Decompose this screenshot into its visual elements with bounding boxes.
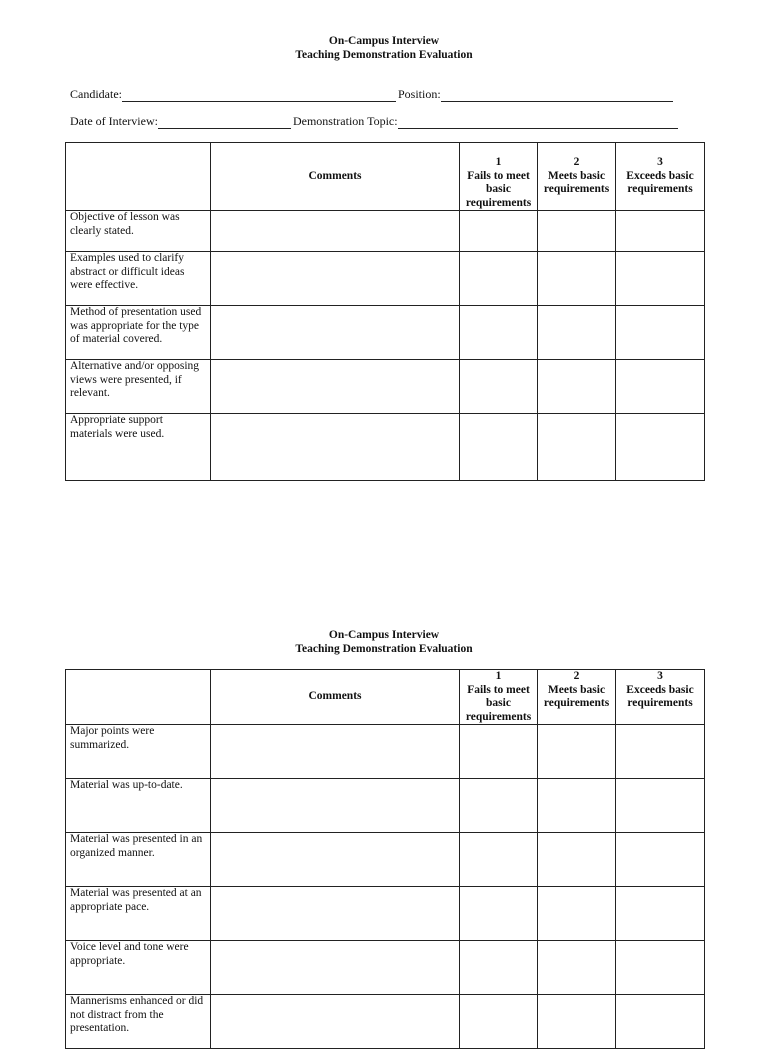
comments-cell[interactable]: [211, 360, 460, 414]
rating-3-header: [616, 670, 705, 725]
rating-1-cell[interactable]: [460, 306, 538, 360]
demonstration-topic-field[interactable]: [398, 117, 678, 129]
rating-2-number: 2: [573, 156, 580, 168]
rating-3-cell[interactable]: [616, 941, 705, 995]
table-row: [66, 833, 705, 887]
criterion-label: Method of presentation used was appropriate for the type of material covered.: [66, 306, 211, 360]
title-line-1: On-Campus Interview: [328, 35, 440, 47]
rating-2-cell[interactable]: [538, 306, 616, 360]
rating-3-cell[interactable]: [616, 887, 705, 941]
criterion-label: Mannerisms enhanced or did not distract from the presentation.: [66, 995, 211, 1049]
title-line-2: Teaching Demonstration Evaluation: [295, 48, 473, 61]
rating-1-number: 1: [495, 670, 502, 682]
criterion-label: Major points were summarized.: [66, 725, 211, 779]
rating-2-number: 2: [573, 670, 580, 682]
candidate-field[interactable]: [122, 90, 396, 102]
criteria-header: [66, 670, 211, 725]
comments-header: Comments: [211, 670, 460, 725]
rating-1-number: 1: [495, 156, 502, 168]
criterion-label: Alternative and/or opposing views were presented, if relevant.: [66, 360, 211, 414]
table-row: [66, 252, 705, 306]
criterion-label: Objective of lesson was clearly stated.: [66, 211, 211, 252]
comments-cell[interactable]: [211, 995, 460, 1049]
position-label: Position:: [397, 87, 441, 101]
comments-cell[interactable]: [211, 211, 460, 252]
rating-3-cell[interactable]: [616, 725, 705, 779]
rating-3-number: 3: [657, 670, 663, 682]
criterion-label: Material was presented at an appropriate pace.: [66, 887, 211, 941]
rating-3-cell[interactable]: [616, 306, 705, 360]
rating-2-label: Meets basic requirements: [543, 683, 610, 709]
comments-cell[interactable]: [211, 725, 460, 779]
rating-1-cell[interactable]: [460, 211, 538, 252]
comments-cell[interactable]: [211, 306, 460, 360]
rating-3-cell[interactable]: [616, 833, 705, 887]
rating-2-cell[interactable]: [538, 779, 616, 833]
table-row: [66, 360, 705, 414]
criteria-header: [66, 143, 211, 211]
rating-1-cell[interactable]: [460, 833, 538, 887]
rating-1-label: Fails to meet basic requirements: [465, 169, 532, 209]
rating-3-number: 3: [657, 156, 663, 168]
date-of-interview-field[interactable]: [158, 117, 291, 129]
table-row: [66, 995, 705, 1049]
rating-3-cell[interactable]: [616, 211, 705, 252]
table-row: [66, 725, 705, 779]
rating-3-cell[interactable]: [616, 252, 705, 306]
comments-cell[interactable]: [211, 414, 460, 481]
rating-3-cell[interactable]: [616, 779, 705, 833]
comments-cell[interactable]: [211, 833, 460, 887]
rating-1-cell[interactable]: [460, 414, 538, 481]
table-row: [66, 211, 705, 252]
evaluation-table-2: [65, 669, 705, 1049]
rating-2-cell[interactable]: [538, 833, 616, 887]
rating-1-cell[interactable]: [460, 725, 538, 779]
criterion-label: Material was presented in an organized manner.: [66, 833, 211, 887]
rating-3-cell[interactable]: [616, 360, 705, 414]
criterion-label: Appropriate support materials were used.: [66, 414, 211, 481]
rating-1-cell[interactable]: [460, 252, 538, 306]
rating-1-label: Fails to meet basic requirements: [465, 683, 532, 723]
title-line-1: On-Campus Interview: [328, 629, 440, 641]
rating-1-cell[interactable]: [460, 360, 538, 414]
table-header-row: [66, 143, 705, 211]
demonstration-topic-label: Demonstration Topic:: [292, 114, 398, 128]
position-field[interactable]: [441, 90, 673, 102]
rating-2-header: [538, 143, 616, 211]
comments-header: Comments: [211, 143, 460, 211]
rating-3-label: Exceeds basic requirements: [626, 169, 694, 195]
rating-2-label: Meets basic requirements: [543, 169, 610, 195]
date-of-interview-label: Date of Interview:: [70, 114, 158, 128]
comments-cell[interactable]: [211, 887, 460, 941]
criterion-label: Material was up-to-date.: [66, 779, 211, 833]
comments-cell[interactable]: [211, 779, 460, 833]
rating-2-cell[interactable]: [538, 360, 616, 414]
rating-1-cell[interactable]: [460, 887, 538, 941]
rating-1-header: [460, 670, 538, 725]
title-line-2: Teaching Demonstration Evaluation: [295, 642, 473, 655]
evaluation-title-2: [0, 629, 768, 656]
comments-cell[interactable]: [211, 252, 460, 306]
rating-1-cell[interactable]: [460, 941, 538, 995]
criterion-label: Examples used to clarify abstract or difficult ideas were effective.: [66, 252, 211, 306]
rating-3-cell[interactable]: [616, 414, 705, 481]
candidate-position-row: [70, 87, 675, 102]
table-row: [66, 306, 705, 360]
rating-2-cell[interactable]: [538, 995, 616, 1049]
table-row: [66, 941, 705, 995]
evaluation-title-1: [0, 35, 768, 62]
rating-2-header: [538, 670, 616, 725]
rating-2-cell[interactable]: [538, 211, 616, 252]
candidate-label: Candidate:: [70, 87, 122, 101]
criterion-label: Voice level and tone were appropriate.: [66, 941, 211, 995]
rating-2-cell[interactable]: [538, 252, 616, 306]
table-row: [66, 414, 705, 481]
table-header-row: [66, 670, 705, 725]
rating-3-label: Exceeds basic requirements: [626, 683, 694, 709]
rating-1-cell[interactable]: [460, 995, 538, 1049]
table-row: [66, 779, 705, 833]
rating-2-cell[interactable]: [538, 725, 616, 779]
evaluation-table-1: [65, 142, 705, 481]
table-row: [66, 887, 705, 941]
rating-3-cell[interactable]: [616, 995, 705, 1049]
rating-1-header: [460, 143, 538, 211]
comments-cell[interactable]: [211, 941, 460, 995]
date-topic-row: [70, 114, 680, 129]
rating-1-cell[interactable]: [460, 779, 538, 833]
rating-2-cell[interactable]: [538, 414, 616, 481]
rating-3-header: [616, 143, 705, 211]
rating-2-cell[interactable]: [538, 941, 616, 995]
rating-2-cell[interactable]: [538, 887, 616, 941]
